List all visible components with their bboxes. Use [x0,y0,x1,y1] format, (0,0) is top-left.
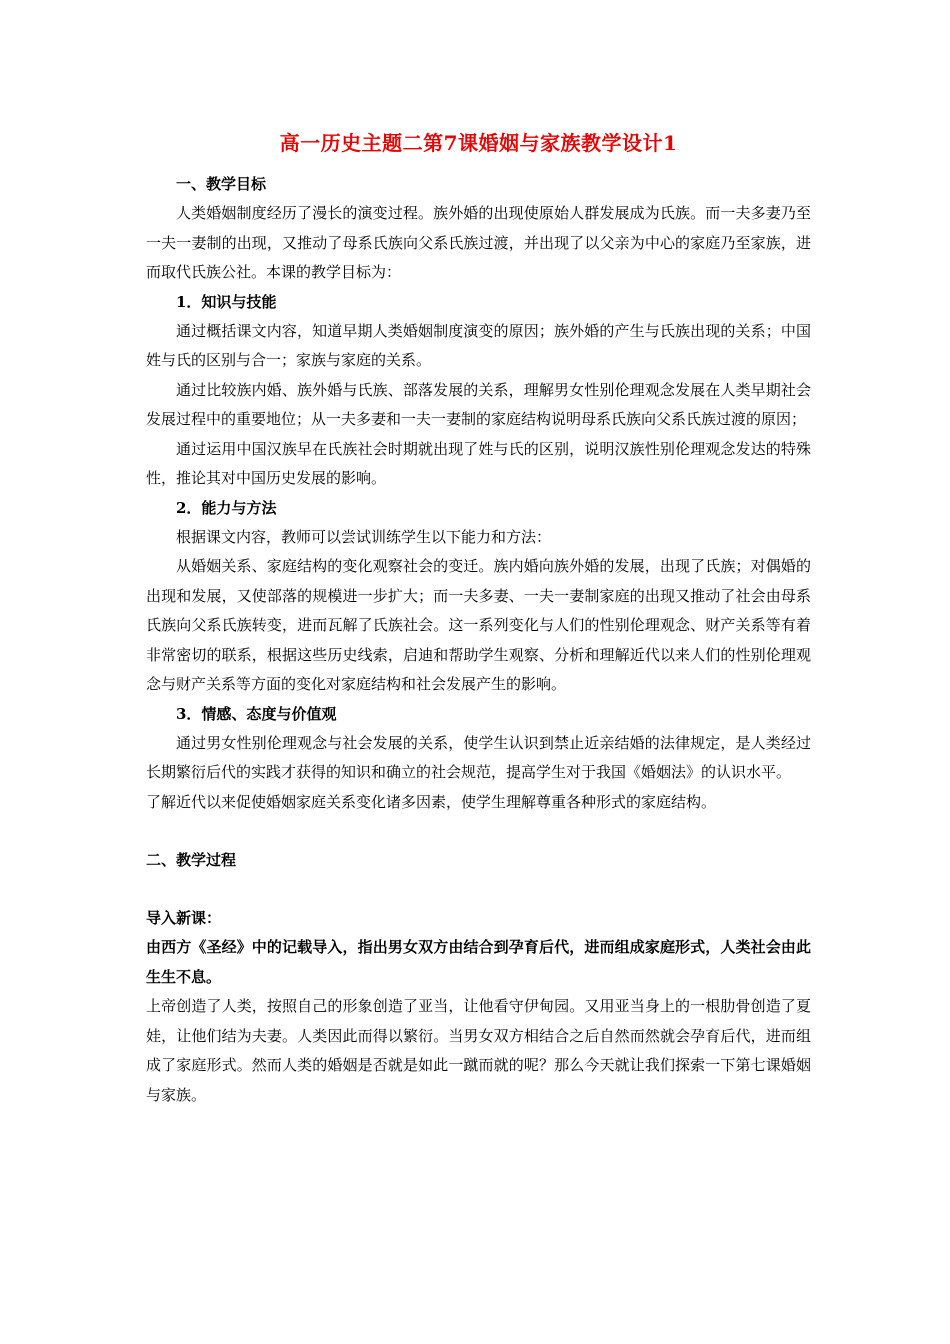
paragraph-intro: 人类婚姻制度经历了漫长的演变过程。族外婚的出现使原始人群发展成为氏族。而一夫多妻乃至一夫一妻制的出现，又推动了母系氏族向父系氏族过渡，并出现了以父亲为中心的家庭乃至家族，进而取代氏族公社。本课的教学目标为： [146,204,811,281]
section-heading-teaching-process: 二、教学过程 [146,851,237,869]
subheading-ability-methods: 2．能力与方法 [176,498,277,517]
paragraph-bold-intro: 由西方《圣经》中的记载导入，指出男女双方由结合到孕育后代，进而组成家庭形式，人类社会由此生生不息。 [146,938,811,986]
paragraph: 从婚姻关系、家庭结构的变化观察社会的变迁。族内婚向族外婚的发展，出现了氏族；对偶婚的出现和发展，又使部落的规模进一步扩大；而一夫多妻、一夫一妻制家庭的出现又推动了社会由母系氏族向父系氏族转变，进而瓦解了氏族社会。这一系列变化与人们的性别伦理观念、财产关系等有着非常密切的联系，根据这些历史线索，启迪和帮助学生观察、分析和理解近代以来人们的性别伦理观念与财产关系等方面的变化对家庭结构和社会发展产生的影响。 [146,557,811,693]
document-page [146,128,811,1110]
subheading-knowledge-skills: 1．知识与技能 [176,292,277,311]
subheading-emotion-values: 3．情感、态度与价值观 [176,704,337,723]
paragraph: 根据课文内容，教师可以尝试训练学生以下能力和方法： [176,527,552,546]
spacer [146,817,811,846]
paragraph: 通过男女性别伦理观念与社会发展的关系，使学生认识到禁止近亲结婚的法律规定，是人类经过长期繁衍后代的实践才获得的知识和确立的社会规范，提高学生对于我国《婚姻法》的认识水平。 [146,733,811,781]
document-title: 高一历史主题二第7课婚姻与家族教学设计1 [279,131,678,155]
spacer [146,875,811,904]
paragraph: 通过比较族内婚、族外婚与氏族、部落发展的关系，理解男女性别伦理观念发展在人类早期社会发展过程中的重要地位；从一夫多妻和一夫一妻制的家庭结构说明母系氏族向父系氏族过渡的原因； [146,380,811,428]
paragraph: 了解近代以来促使婚姻家庭关系变化诸多因素，使学生理解尊重各种形式的家庭结构。 [146,792,717,811]
paragraph: 通过概括课文内容，知道早期人类婚姻制度演变的原因；族外婚的产生与氏族出现的关系；中国姓与氏的区别与合一；家族与家庭的关系。 [146,321,811,369]
section-heading-teaching-goals: 一、教学目标 [176,175,267,193]
paragraph: 通过运用中国汉族早在氏族社会时期就出现了姓与氏的区别，说明汉族性别伦理观念发达的特殊性，推论其对中国历史发展的影响。 [146,439,811,487]
paragraph-story: 上帝创造了人类，按照自己的形象创造了亚当，让他看守伊甸园。又用亚当身上的一根肋骨创造了夏娃，让他们结为夫妻。人类因此而得以繁衍。当男女双方相结合之后自然而然就会孕育后代，进而组成了家庭形式。然而人类的婚姻是否就是如此一蹴而就的呢？那么今天就让我们探索一下第七课婚姻与家族。 [146,997,811,1104]
intro-label: 导入新课： [146,909,222,927]
